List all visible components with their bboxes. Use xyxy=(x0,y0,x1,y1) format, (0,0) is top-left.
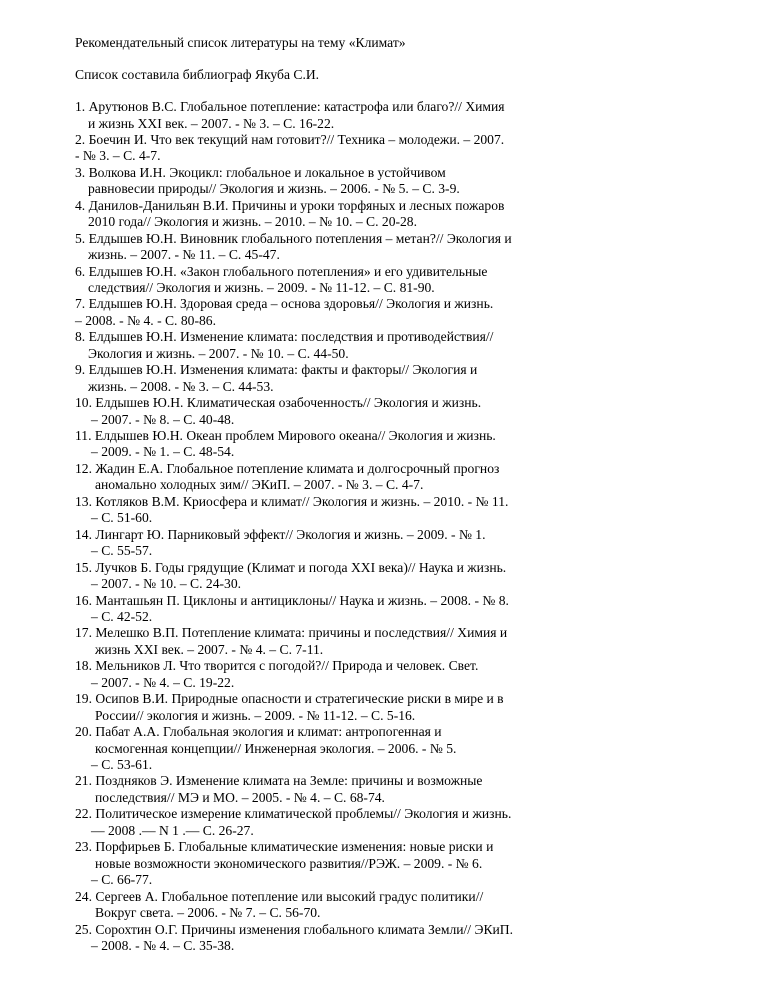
entry-first-line: 1. Арутюнов В.С. Глобальное потепление: катастрофа или благо?// Химия xyxy=(75,99,505,114)
entry-first-line: 11. Елдышев Ю.Н. Океан проблем Мирового океана// Экология и жизнь. xyxy=(75,428,496,443)
entry-continuation-line: жизнь. – 2008. - № 3. – С. 44-53. xyxy=(88,378,274,394)
entry-continuation-line: – С. 42-52. xyxy=(91,609,153,624)
entry-first-line: 4. Данилов-Данильян В.И. Причины и уроки торфяных и лесных пожаров xyxy=(75,197,505,213)
entry-first-line: 8. Елдышев Ю.Н. Изменение климата: последствия и противодействия// xyxy=(75,329,494,345)
entry-first-line: 20. Пабат А.А. Глобальная экология и климат: антропогенная и xyxy=(75,724,442,740)
entry-first-line: 13. Котляков В.М. Криосфера и климат// Экология и жизнь. – 2010. - № 11. xyxy=(75,493,509,509)
entry-first-line: 16. Манташьян П. Циклоны и антициклоны// Наука и жизнь. – 2008. - № 8. xyxy=(75,592,509,608)
entry-first-line: 2. Боечин И. Что век текущий нам готовит?// Техника – молодежи. – 2007. xyxy=(75,131,505,147)
entry-continuation-line: – С. 55-57. xyxy=(91,543,153,559)
entry-first-line: 10. Елдышев Ю.Н. Климатическая озабоченность// Экология и жизнь. xyxy=(75,395,482,411)
entry-first-line: 9. Елдышев Ю.Н. Изменения климата: факты и факторы// Экология и xyxy=(75,362,478,378)
entry-continuation-line: аномально холодных зим// ЭКиП. – 2007. - № 3. – С. 4-7. xyxy=(95,477,424,493)
entry-first-line: 5. Елдышев Ю.Н. Виновник глобального потепления – метан?// Экология и xyxy=(75,230,512,246)
entry-continuation-line: – С. 53-61. xyxy=(91,757,153,772)
entry-first-line: 24. Сергеев А. Глобальное потепление или высокий градус политики// xyxy=(75,888,484,904)
entry-continuation-line: жизнь. – 2007. - № 11. – С. 45-47. xyxy=(88,247,280,262)
entry-continuation-line: – 2007. - № 10. – С. 24-30. xyxy=(91,576,242,591)
entry-continuation-line: России// экология и жизнь. – 2009. - № 11-12. – С. 5-16. xyxy=(95,707,416,723)
entry-continuation-line: жизнь XXI век. – 2007. - № 4. – С. 7-11. xyxy=(95,641,324,657)
entry-first-line: 25. Сорохтин О.Г. Причины изменения глобального климата Земли// ЭКиП. xyxy=(75,921,513,937)
compiler-note: Список составила библиограф Якуба С.И. xyxy=(75,67,320,82)
entry-first-line: 7. Елдышев Ю.Н. Здоровая среда – основа здоровья// Экология и жизнь. xyxy=(75,296,494,312)
entry-continuation-line: следствия// Экология и жизнь. – 2009. - № 11-12. – С. 81-90. xyxy=(88,279,435,295)
entry-first-line: 12. Жадин Е.А. Глобальное потепление климата и долгосрочный прогноз xyxy=(75,460,500,476)
entry-continuation-line: Экология и жизнь. – 2007. - № 10. – С. 44-50. xyxy=(88,345,349,361)
entry-continuation-line: – 2008. - № 4. – С. 35-38. xyxy=(91,937,235,953)
document-title: Рекомендательный список литературы на тему «Климат» xyxy=(75,35,406,50)
entry-first-line: 6. Елдышев Ю.Н. «Закон глобального потепления» и его удивительные xyxy=(75,263,488,279)
entry-continuation-line: Вокруг света. – 2006. - № 7. – С. 56-70. xyxy=(95,905,321,920)
entry-first-line: 22. Политическое измерение климатической проблемы// Экология и жизнь. xyxy=(75,806,512,822)
entry-continuation-line: – С. 51-60. xyxy=(91,510,153,526)
entry-first-line: 15. Лучков Б. Годы грядущие (Климат и погода XXI века)// Наука и жизнь. xyxy=(75,559,507,575)
entry-continuation-line: новые возможности экономического развития//РЭЖ. – 2009. - № 6. xyxy=(95,855,483,871)
entry-continuation-line: последствия// МЭ и МО. – 2005. - № 4. – С. 68-74. xyxy=(95,789,385,805)
entry-continuation-line: – С. 66-77. xyxy=(91,872,153,888)
entry-first-line: 19. Осипов В.И. Природные опасности и стратегические риски в мире и в xyxy=(75,691,504,707)
entry-first-line: 21. Поздняков Э. Изменение климата на Земле: причины и возможные xyxy=(75,773,483,789)
entry-first-line: 18. Мельников Л. Что творится с погодой?// Природа и человек. Свет. xyxy=(75,658,479,674)
entry-continuation-line: и жизнь XXI век. – 2007. - № 3. – С. 16-22. xyxy=(88,115,335,131)
entry-continuation-line: - № 3. – С. 4-7. xyxy=(75,148,161,164)
entry-continuation-line: – 2009. - № 1. – С. 48-54. xyxy=(91,444,235,460)
entry-first-line: 3. Волкова И.Н. Экоцикл: глобальное и локальное в устойчивом xyxy=(75,164,446,180)
entry-continuation-line: равновесии природы// Экология и жизнь. – 2006. - № 5. – С. 3-9. xyxy=(88,181,460,197)
entry-continuation-line: – 2007. - № 8. – С. 40-48. xyxy=(91,411,235,427)
entry-continuation-line: – 2007. - № 4. – С. 19-22. xyxy=(91,674,235,690)
entry-first-line: 17. Мелешко В.П. Потепление климата: причины и последствия// Химия и xyxy=(75,625,508,641)
entry-continuation-line: 2010 года// Экология и жизнь. – 2010. – № 10. – С. 20-28. xyxy=(88,214,418,230)
entry-continuation-line: космогенная концепции// Инженерная экология. – 2006. - № 5. xyxy=(95,740,457,756)
entry-first-line: 14. Лингарт Ю. Парниковый эффект// Экология и жизнь. – 2009. - № 1. xyxy=(75,526,486,542)
entry-continuation-line: – 2008. - № 4. - С. 80-86. xyxy=(75,312,216,328)
entry-continuation-line: — 2008 .— N 1 .— С. 26-27. xyxy=(91,822,254,838)
entry-first-line: 23. Порфирьев Б. Глобальные климатические изменения: новые риски и xyxy=(75,839,494,855)
